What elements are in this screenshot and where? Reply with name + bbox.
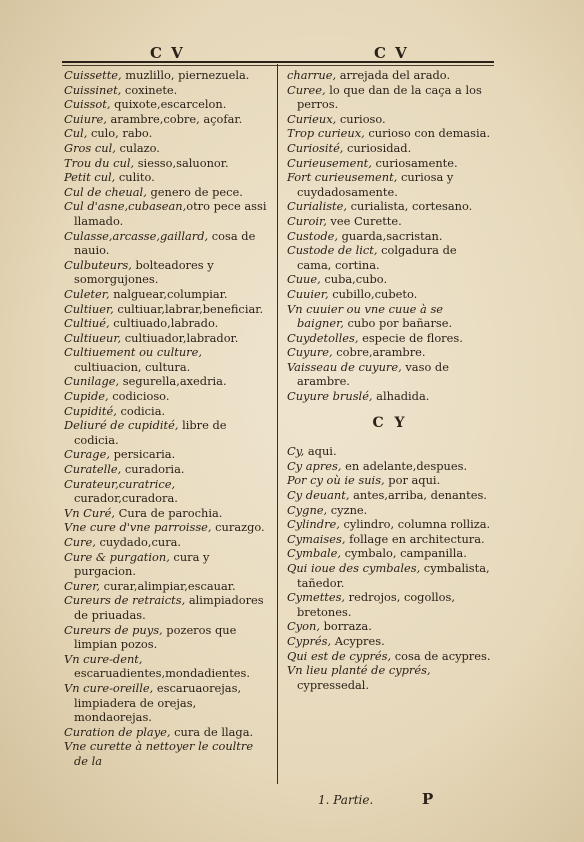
entry-headword: Cuyure bruslé, — [287, 389, 373, 404]
entry-headword: Vn cuuier ou vne cuue à se baigner, — [287, 301, 444, 331]
entry-translation: cobre,arambre. — [332, 345, 426, 360]
entry-headword: Curatelle, — [64, 462, 122, 477]
entry-translation: follage en architectura. — [345, 531, 485, 546]
entry-translation: por aqui. — [384, 473, 441, 488]
entry-headword: Cuiure, — [64, 111, 107, 126]
dictionary-entry — [287, 345, 493, 360]
entry-headword: Cureurs de puys, — [64, 622, 163, 637]
dictionary-entry — [64, 593, 269, 622]
entry-headword: Curage, — [64, 447, 110, 462]
entry-headword: Curoir, — [287, 213, 327, 228]
signature-letter: P — [422, 790, 434, 808]
entry-translation: vee Curette. — [326, 213, 402, 228]
dictionary-entry — [287, 503, 493, 518]
dictionary-entry — [287, 156, 493, 171]
dictionary-entry — [64, 316, 269, 331]
dictionary-entry — [64, 126, 269, 141]
entry-headword: Cuydetolles, — [287, 330, 359, 345]
entry-headword: Culeter, — [64, 286, 110, 301]
dictionary-entry — [64, 345, 269, 374]
right-column — [287, 68, 493, 692]
entry-headword: Curee, — [287, 82, 326, 97]
entry-translation: curiosidad. — [343, 140, 412, 155]
dictionary-entry — [287, 272, 493, 287]
dictionary-entry — [287, 634, 493, 649]
dictionary-entry — [287, 649, 493, 664]
entry-translation: persicaria. — [109, 447, 176, 462]
entry-headword: Cunilage, — [64, 374, 120, 389]
entry-translation: aqui. — [304, 444, 337, 459]
entry-headword: Cuuier, — [287, 286, 329, 301]
column-divider — [277, 64, 278, 784]
dictionary-entry — [64, 83, 269, 98]
entry-headword: Curiosité, — [287, 140, 344, 155]
dictionary-entry — [64, 520, 269, 535]
entry-headword: Cultiuer, — [64, 301, 114, 316]
dictionary-entry — [64, 170, 269, 185]
entry-translation: cymbalo, campanilla. — [341, 546, 467, 561]
entry-translation: cosa de nauio. — [74, 228, 256, 258]
entry-headword: Vn cure-oreille, — [64, 680, 154, 695]
entry-headword: Cupide, — [64, 389, 109, 404]
entry-headword: Cultiueur, — [64, 330, 122, 345]
entry-translation: cubo por bañarse. — [343, 316, 453, 331]
dictionary-entry — [64, 506, 269, 521]
entry-translation: genero de pece. — [146, 184, 243, 199]
entry-headword: Cuissette, — [64, 68, 122, 82]
entry-translation: pozeros que limpian pozos. — [74, 622, 237, 652]
entry-translation: bolteadores y somorgujones. — [74, 257, 214, 287]
entry-translation: curiosamente. — [371, 155, 458, 170]
entry-translation: curialista, cortesano. — [347, 199, 473, 214]
dictionary-entry — [64, 418, 269, 447]
dictionary-entry — [287, 112, 493, 127]
dictionary-entry — [64, 112, 269, 127]
entry-headword: Cuissot, — [64, 97, 111, 112]
dictionary-entry — [287, 488, 493, 503]
entry-headword: Vn cure-dent, — [64, 651, 143, 666]
entry-translation: cuba,cubo. — [320, 272, 388, 287]
left-running-head: C V — [150, 44, 185, 62]
dictionary-entry — [287, 331, 493, 346]
entry-translation: guarda,sacristan. — [338, 228, 443, 243]
entry-translation: vaso de arambre. — [297, 359, 449, 389]
entry-translation: Cura de parochia. — [115, 505, 223, 520]
entry-translation: cubillo,cubeto. — [328, 286, 418, 301]
dictionary-entry — [64, 477, 269, 506]
entry-translation: alimpiadores de priuadas. — [74, 593, 264, 622]
entry-headword: Curialiste, — [287, 199, 348, 214]
entry-headword: Cymaises, — [287, 531, 346, 546]
entry-headword: Trou du cul, — [64, 155, 135, 170]
dictionary-entry — [64, 623, 269, 652]
entry-headword: Vn lieu planté de cyprés, — [287, 663, 431, 678]
entry-headword: Cure, — [64, 535, 96, 549]
dictionary-entry — [64, 550, 269, 579]
entry-headword: Qui est de cyprés, — [287, 648, 392, 663]
entry-translation: nalguear,columpiar. — [109, 286, 228, 301]
dictionary-entry — [64, 652, 269, 681]
dictionary-entry — [287, 619, 493, 634]
entry-translation: escaruaorejas, limpiadera de orejas, mondaorejas. — [74, 680, 242, 725]
dictionary-entry — [64, 739, 269, 768]
entry-translation: en adelante,despues. — [341, 458, 468, 473]
entry-translation: borraza. — [319, 619, 372, 634]
dictionary-entry — [287, 459, 493, 474]
entry-headword: Cuissinet, — [64, 82, 122, 97]
entry-headword: Cultiuement ou culture, — [64, 345, 202, 360]
entry-headword: Vn Curé, — [64, 505, 116, 520]
dictionary-entry — [64, 579, 269, 594]
entry-headword: Cyon, — [287, 619, 320, 634]
dictionary-entry — [287, 532, 493, 547]
entry-translation: cylindro, columna rolliza. — [339, 517, 491, 532]
entry-headword: charrue, — [287, 68, 337, 82]
entry-headword: Vne curette à nettoyer le coultre de la — [64, 739, 254, 768]
entry-translation: escaruadientes,mondadientes. — [74, 666, 250, 681]
entry-translation: cura y purgacion. — [74, 549, 210, 579]
entry-headword: Cy apres, — [287, 458, 342, 473]
dictionary-entry — [64, 404, 269, 419]
header-rule-thin — [62, 65, 494, 66]
dictionary-entry — [287, 68, 493, 83]
dictionary-entry — [287, 83, 493, 112]
dictionary-entry — [287, 517, 493, 532]
dictionary-entry — [287, 214, 493, 229]
entry-translation: cosa de acypres. — [391, 648, 491, 663]
entry-translation: curadoria. — [121, 462, 185, 477]
entry-headword: Cy, — [287, 444, 305, 459]
entry-translation: muzlillo, piernezuela. — [121, 68, 250, 82]
dictionary-entry — [64, 97, 269, 112]
dictionary-entry — [64, 447, 269, 462]
entry-translation: codicia. — [116, 403, 166, 418]
entry-headword: Cymbale, — [287, 546, 342, 561]
entry-headword: Curer, — [64, 578, 101, 593]
entry-headword: Cul, — [64, 126, 88, 141]
entry-headword: Curieusement, — [287, 155, 372, 170]
header-rule — [62, 61, 494, 63]
dictionary-entry — [64, 156, 269, 171]
entry-translation: cyzne. — [327, 502, 368, 517]
dictionary-entry — [287, 561, 493, 590]
dictionary-entry — [64, 374, 269, 389]
entry-headword: Qui ioue des cymbales, — [287, 561, 421, 575]
entry-translation: cultiuacion, cultura. — [74, 359, 191, 374]
entry-translation: culo, rabo. — [87, 126, 153, 141]
dictionary-entry — [64, 185, 269, 200]
entry-translation: cura de llaga. — [170, 724, 254, 739]
entry-translation: cymbalista, tañedor. — [297, 561, 490, 590]
entry-headword: Cy deuant, — [287, 488, 350, 503]
dictionary-entry — [287, 546, 493, 561]
entry-headword: Cygne, — [287, 502, 328, 517]
entry-translation: lo que dan de la caça a los perros. — [297, 82, 482, 112]
entry-translation: redrojos, cogollos, bretones. — [297, 590, 455, 619]
dictionary-entry — [287, 444, 493, 459]
entry-headword: Petit cul, — [64, 170, 116, 185]
right-entries-cy — [287, 444, 493, 692]
dictionary-entry — [64, 462, 269, 477]
dictionary-entry — [287, 302, 493, 331]
dictionary-entry — [64, 681, 269, 725]
entry-headword: Gros cul, — [64, 140, 116, 155]
dictionary-entry — [287, 243, 493, 272]
entry-headword: Cuue, — [287, 272, 321, 287]
entry-headword: Custode de lict, — [287, 243, 378, 258]
entry-headword: Cure & purgation, — [64, 549, 170, 564]
dictionary-entry — [64, 725, 269, 740]
entry-translation: culazo. — [115, 140, 160, 155]
dictionary-entry — [287, 360, 493, 389]
entry-translation: cuydado,cura. — [95, 535, 182, 549]
dictionary-entry — [287, 229, 493, 244]
dictionary-entry — [287, 473, 493, 488]
right-running-head: C V — [374, 44, 409, 62]
entry-headword: Trop curieux, — [287, 126, 365, 141]
dictionary-entry — [287, 389, 493, 404]
entry-translation: especie de flores. — [358, 330, 463, 345]
entry-translation: culito. — [115, 170, 155, 185]
dictionary-entry — [64, 258, 269, 287]
entry-headword: Fort curieusement, — [287, 170, 398, 185]
entry-translation: curioso con demasia. — [364, 126, 491, 141]
dictionary-entry — [287, 199, 493, 214]
left-column — [64, 68, 269, 769]
dictionary-entry — [64, 302, 269, 317]
entry-headword: Curation de playe, — [64, 724, 171, 739]
entry-translation: cultiuar,labrar,beneficiar. — [113, 301, 264, 316]
dictionary-entry — [287, 590, 493, 619]
dictionary-entry — [64, 141, 269, 156]
entry-translation: Acypres. — [331, 633, 385, 648]
entry-headword: Cupidité, — [64, 403, 117, 418]
entry-translation: segurella,axedria. — [119, 374, 227, 389]
entry-translation: libre de codicia. — [74, 418, 227, 447]
dictionary-entry — [287, 141, 493, 156]
entry-translation: curador,curadora. — [74, 491, 178, 506]
dictionary-entry — [287, 126, 493, 141]
entry-translation: cultiuador,labrador. — [121, 330, 239, 345]
entry-translation: arrejada del arado. — [336, 68, 451, 82]
entry-translation: otro pece assi llamado. — [74, 199, 267, 228]
entry-translation: coxinete. — [121, 82, 178, 97]
dictionary-entry — [64, 68, 269, 83]
entry-headword: Curieux, — [287, 111, 337, 126]
dictionary-entry — [64, 389, 269, 404]
entry-headword: Cul de cheual, — [64, 184, 147, 199]
entry-translation: curiosa y cuydadosamente. — [297, 170, 454, 199]
dictionary-entry — [64, 535, 269, 550]
dictionary-entry — [64, 199, 269, 228]
entry-translation: curar,alimpiar,escauar. — [100, 578, 236, 593]
entry-headword: Deliuré de cupidité, — [64, 418, 179, 433]
entry-translation: curazgo. — [211, 520, 265, 535]
entry-headword: Cylindre, — [287, 517, 340, 532]
entry-translation: quixote,escarcelon. — [110, 97, 227, 112]
entry-translation: codicioso. — [108, 389, 170, 404]
dictionary-entry — [64, 229, 269, 258]
entry-headword: Cureurs de retraicts, — [64, 593, 186, 608]
entry-translation: arambre,cobre, açofar. — [106, 111, 243, 126]
dictionary-entry — [64, 287, 269, 302]
dictionary-entry — [287, 287, 493, 302]
dictionary-entry — [287, 663, 493, 692]
entry-translation: cypressedal. — [297, 677, 370, 692]
entry-headword: Culbuteurs, — [64, 257, 132, 272]
entry-translation: antes,arriba, denantes. — [349, 488, 487, 503]
entry-headword: Custode, — [287, 228, 338, 243]
entry-headword: Por cy où ie suis, — [287, 473, 385, 488]
dictionary-entry — [64, 331, 269, 346]
right-entries-cu — [287, 68, 493, 404]
entry-headword: Cuyure, — [287, 345, 333, 360]
entry-headword: Cymettes, — [287, 590, 346, 605]
entry-translation: siesso,saluonor. — [134, 155, 229, 170]
dictionary-entry — [287, 170, 493, 199]
entry-headword: Cultiué, — [64, 316, 110, 331]
entry-translation: alhadida. — [372, 389, 430, 404]
entry-headword: Vaisseau de cuyure, — [287, 359, 402, 374]
entry-translation: curioso. — [336, 111, 386, 126]
entry-headword: Cul d'asne,cubasean, — [64, 199, 187, 214]
entry-headword: Cyprés, — [287, 633, 332, 648]
entry-headword: Vne cure d'vne parroisse, — [64, 520, 212, 535]
signature-text: 1. Partie. — [318, 793, 374, 807]
entry-headword: Curateur,curatrice, — [64, 476, 176, 491]
entry-translation: colgadura de cama, cortina. — [297, 243, 457, 272]
entry-translation: cultiuado,labrado. — [109, 316, 219, 331]
section-heading: C Y — [372, 414, 408, 431]
entry-headword: Culasse,arcasse,gaillard, — [64, 228, 209, 243]
